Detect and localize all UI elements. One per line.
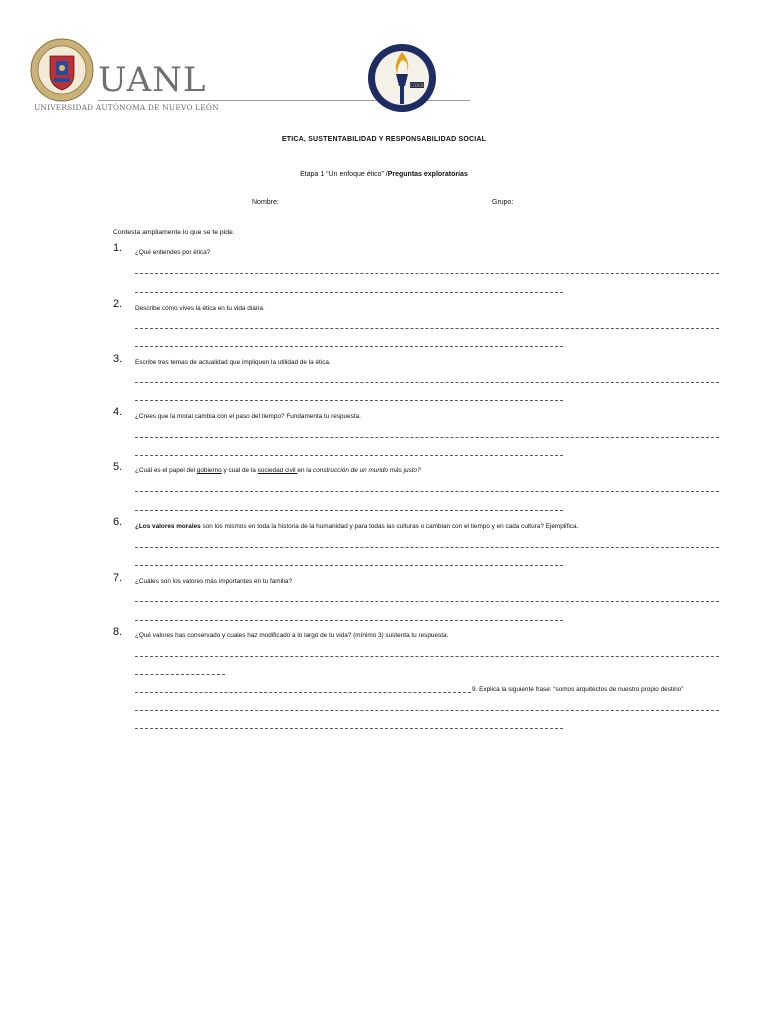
instructions: Contesta ampliamente lo que se te pide. (113, 229, 235, 236)
answer-line[interactable] (135, 710, 719, 711)
university-name: UANL (98, 60, 207, 100)
answer-line[interactable] (135, 674, 225, 675)
gobierno-term: gobierno (196, 467, 222, 474)
question-text: ¿Cuáles son los valores más importantes en tu familia? (135, 578, 292, 585)
valores-morales-term: ¿Los valores morales (135, 523, 201, 530)
stage-bold: Preguntas exploratorias (387, 171, 468, 178)
question-9-text: 9. Explica la siguiente frase: “somos arquitectos de nuestro propio destino” (472, 686, 684, 693)
question-number: 5. (113, 461, 123, 473)
question-text: ¿Crees que la moral cambia con el paso del tiempo? Fundamenta tu respuesta. (135, 413, 361, 420)
question-text: Escribe tres temas de actualidad que impliquen la utilidad de la ética. (135, 359, 331, 366)
answer-line[interactable] (135, 328, 719, 329)
cideb-label: CIDEB (410, 84, 424, 89)
answer-line[interactable] (135, 400, 563, 401)
sociedad-civil-term: sociedad civil (257, 467, 298, 474)
question-text: ¿Los valores morales son los mismos en toda la historia de la humanidad y para todas las culturas o cambian con el tiempo y en cada cultura? Ejemplifica. (135, 523, 579, 530)
question-text: Describe cómo vives la ética en tu vida diaria. (135, 305, 265, 312)
question-number: 2. (113, 298, 123, 310)
question-number: 3. (113, 353, 123, 365)
answer-line[interactable] (135, 728, 563, 729)
document-stage (0, 171, 768, 178)
university-subtitle: UNIVERSIDAD AUTÓNOMA DE NUEVO LEÓN (34, 103, 219, 112)
answer-line[interactable] (135, 547, 719, 548)
document-title: ETICA, SUSTENTABILIDAD Y RESPONSABILIDAD SOCIAL (281, 136, 487, 143)
question-number: 4. (113, 406, 123, 418)
nombre-label: Nombre: (252, 199, 279, 206)
question-number: 1. (113, 242, 123, 254)
answer-line[interactable] (135, 692, 471, 693)
question-number: 7. (113, 572, 123, 584)
answer-line[interactable] (135, 656, 719, 657)
question-text: ¿Qué entiendes por ética? (135, 249, 211, 256)
uanl-seal-icon (30, 38, 94, 102)
answer-line[interactable] (135, 437, 719, 438)
answer-line[interactable] (135, 292, 563, 293)
grupo-label: Grupo: (492, 199, 514, 206)
answer-line[interactable] (135, 273, 719, 274)
answer-line[interactable] (135, 620, 563, 621)
answer-line[interactable] (135, 510, 563, 511)
answer-line[interactable] (135, 565, 563, 566)
question-text: ¿Qué valores has conservado y cuales haz modificado a lo largo de tu vida? (mínimo 3) sustenta tu respuesta. (135, 632, 449, 639)
answer-line[interactable] (135, 455, 563, 456)
answer-line[interactable] (135, 601, 719, 602)
question-text: ¿Cuál es el papel del gobierno y cual de la sociedad civil en la construcción de un mundo más justo? (135, 467, 421, 474)
question-number: 8. (113, 626, 123, 638)
cideb-torch-icon (366, 42, 438, 114)
answer-line[interactable] (135, 382, 719, 383)
stage-prefix: Etapa 1 “Un enfoque ético” / (300, 171, 388, 178)
answer-line[interactable] (135, 346, 563, 347)
answer-line[interactable] (135, 491, 719, 492)
question-number: 6. (113, 516, 123, 528)
